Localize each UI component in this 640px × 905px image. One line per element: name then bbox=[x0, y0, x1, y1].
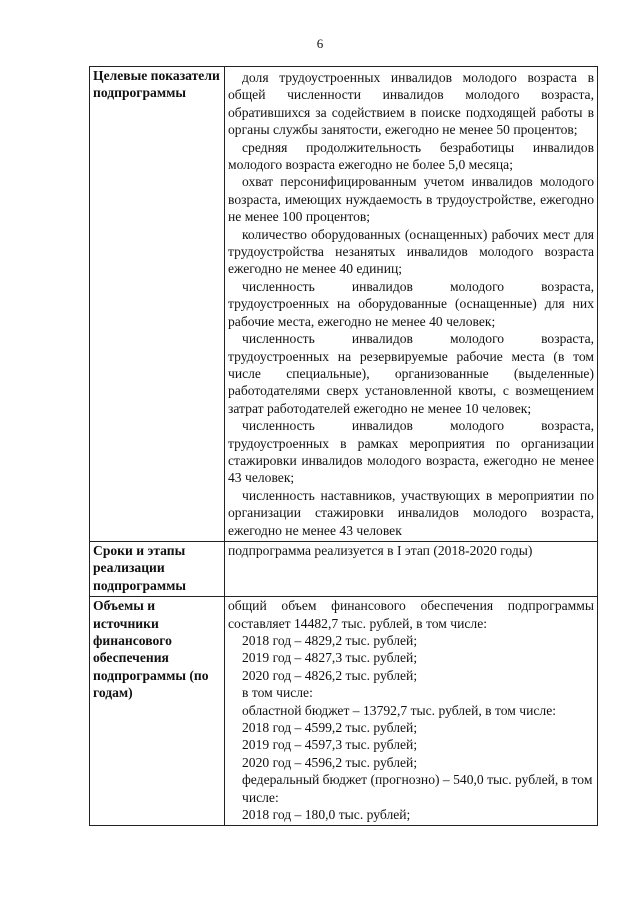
row-label-timing: Сроки и этапы реализации подпрограммы bbox=[90, 541, 225, 596]
row-content-target-indicators bbox=[225, 67, 598, 542]
row-content-timing bbox=[225, 541, 598, 596]
indicator-paragraph: численность инвалидов молодого возраста, трудоустроенных на резервируемые рабочие места (в том числе специальные), организованные (выделенные) работодателями сверх установленной квоты, с возмещением затрат работодателей ежегодно не менее 10 человек; bbox=[228, 331, 594, 416]
financing-line: 2019 год – 4827,3 тыс. рублей; bbox=[242, 650, 418, 666]
row-content-financing bbox=[225, 597, 598, 826]
financing-line: 2020 год – 4596,2 тыс. рублей; bbox=[242, 754, 418, 770]
indicator-paragraph: количество оборудованных (оснащенных) рабочих мест для трудоустройства незанятых инвалидов молодого возраста ежегодно не менее 40 единиц; bbox=[228, 226, 594, 277]
indicator-paragraph: средняя продолжительность безработицы инвалидов молодого возраста ежегодно не более 5,0 месяца; bbox=[228, 139, 594, 173]
financing-line: в том числе: bbox=[242, 685, 313, 701]
indicator-paragraph: доля трудоустроенных инвалидов молодого возраста в общей численности инвалидов молодого возраста, обратившихся за содействием в поиске подходящей работы в органы службы занятости, ежегодно не менее 50 процентов; bbox=[228, 70, 594, 138]
timing-text: подпрограмма реализуется в I этап (2018-2020 годы) bbox=[228, 542, 533, 558]
row-label-financing: Объемы и источники финансового обеспечения подпрограммы (по годам) bbox=[90, 597, 225, 826]
financing-line: областной бюджет – 13792,7 тыс. рублей, в том числе: bbox=[242, 702, 557, 718]
financing-line: 2018 год – 4829,2 тыс. рублей; bbox=[242, 633, 418, 648]
financing-line: общий объем финансового обеспечения подпрограммы составляет 14482,7 тыс. рублей, в том числе: bbox=[228, 598, 594, 631]
financing-line: 2018 год – 4599,2 тыс. рублей; bbox=[242, 720, 418, 736]
indicator-paragraph: численность инвалидов молодого возраста, трудоустроенных на оборудованные (оснащенные) для них рабочие места, ежегодно не менее 40 человек; bbox=[228, 278, 594, 329]
table-row-timing bbox=[90, 541, 598, 596]
financing-line: 2020 год – 4826,2 тыс. рублей; bbox=[242, 667, 418, 683]
row-label-target-indicators: Целевые показатели подпрограммы bbox=[90, 67, 225, 542]
financing-line: федеральный бюджет (прогнозно) – 540,0 тыс. рублей, в том числе: bbox=[242, 772, 593, 805]
table-row-financing bbox=[90, 597, 598, 826]
financing-line: 2019 год – 4597,3 тыс. рублей; bbox=[242, 737, 418, 753]
indicator-paragraph: численность инвалидов молодого возраста, трудоустроенных в рамках мероприятия по организации стажировки инвалидов молодого возраста, ежегодно не менее 43 человек; bbox=[228, 418, 594, 486]
subprogram-passport-table bbox=[89, 66, 598, 826]
table-row-target-indicators bbox=[90, 67, 598, 542]
indicator-paragraph: численность наставников, участвующих в мероприятии по организации стажировки инвалидов молодого возраста, ежегодно не менее 43 человек bbox=[228, 487, 594, 538]
page-number: 6 bbox=[316, 36, 324, 51]
indicator-paragraph: охват персонифицированным учетом инвалидов молодого возраста, имеющих нуждаемость в трудоустройстве, ежегодно не менее 100 процентов; bbox=[228, 174, 594, 225]
financing-line: 2018 год – 180,0 тыс. рублей; bbox=[242, 807, 411, 823]
